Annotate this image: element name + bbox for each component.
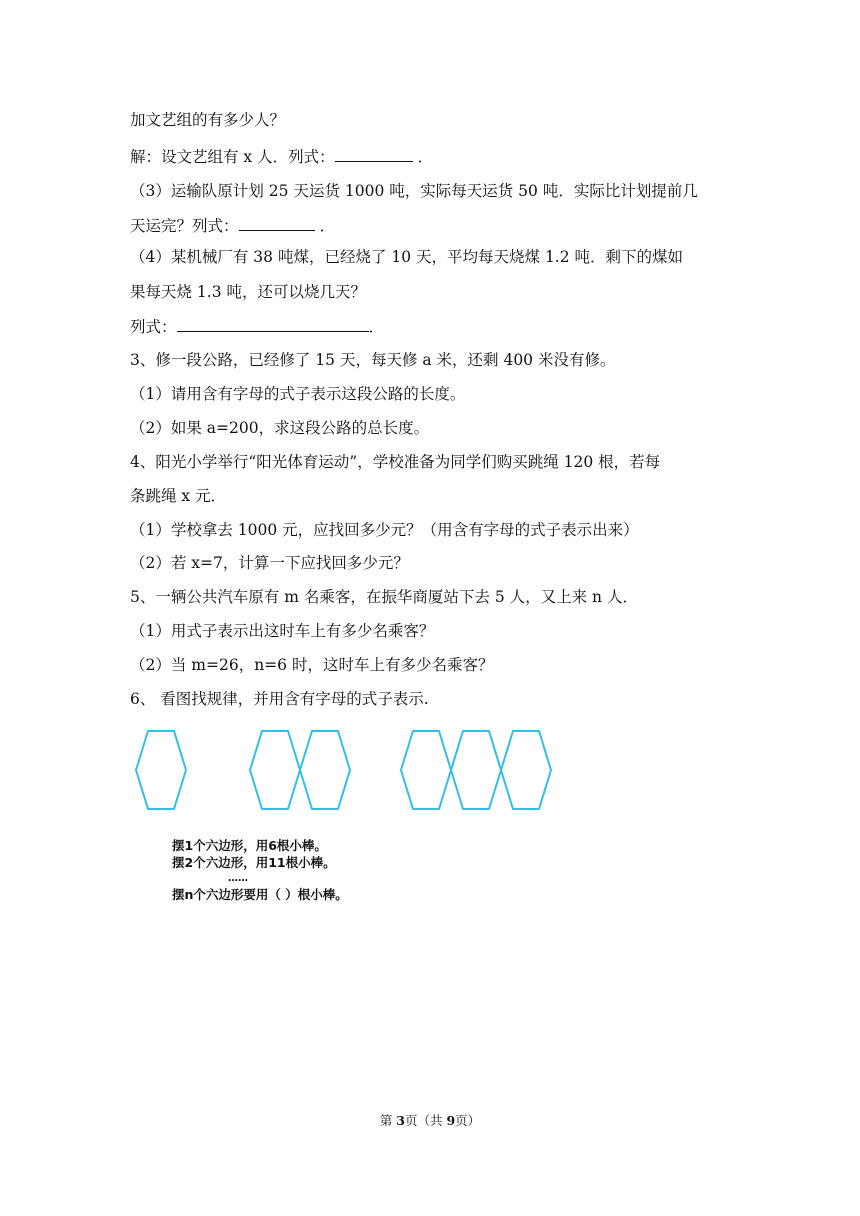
hexagon-shape [136, 731, 186, 809]
answer-blank[interactable] [239, 215, 315, 231]
page-number: 3 [396, 1113, 405, 1128]
text-line: （2）如果 a=200，求这段公路的总长度。 [130, 419, 430, 437]
page-footer: 第 3页（共 9页） [379, 1113, 481, 1128]
page-total: 9 [446, 1113, 456, 1128]
answer-blank[interactable] [177, 316, 369, 332]
text-line: （2）当 m=26，n=6 时，这时车上有多少名乘客？ [130, 656, 494, 674]
text-line: 6、 看图找规律，并用含有字母的式子表示. [130, 690, 429, 708]
figure-caption-2: 摆2个六边形，用11根小棒。 [172, 855, 336, 870]
figure-caption-3: 摆n个六边形要用（ ）根小棒。 [172, 887, 348, 902]
text-line: 解：设文艺组有 x 人．列式： ． [130, 148, 434, 166]
text-line: 天运完？列式： ． [130, 217, 335, 235]
answer-blank[interactable] [335, 146, 413, 162]
text-line: （3）运输队原计划 25 天运货 1000 吨，实际每天运货 50 吨．实际比计划提前几 [130, 182, 698, 200]
text-line: 果每天烧 1.3 吨，还可以烧几天？ [130, 283, 367, 301]
text-line: 4、阳光小学举行“阳光体育运动”，学校准备为同学们购买跳绳 120 根，若每 [130, 453, 661, 471]
text-line: 列式： ． [130, 318, 385, 336]
figure-ellipsis: …… [228, 873, 248, 884]
hexagon-shape [501, 731, 551, 809]
text-line: （1）用式子表示出这时车上有多少名乘客？ [130, 622, 435, 640]
text-line: （2）若 x=7，计算一下应找回多少元？ [130, 554, 409, 572]
text-line: 3、修一段公路，已经修了 15 天，每天修 a 米，还剩 400 米没有修。 [130, 351, 616, 369]
text-line: 5、一辆公共汽车原有 m 名乘客，在振华商厦站下去 5 人，又上来 n 人． [130, 588, 638, 606]
text-line: （1）请用含有字母的式子表示这段公路的长度。 [130, 385, 466, 403]
hexagon-shape [401, 731, 451, 809]
text-line: （1）学校拿去 1000 元，应找回多少元？（用含有字母的式子表示出来） [130, 521, 639, 539]
text-line: 条跳绳 x 元． [130, 487, 227, 505]
solution-label: 解：设文艺组有 x 人．列式： [130, 148, 335, 166]
hexagon-shape [300, 731, 350, 809]
figure-caption-1: 摆1个六边形，用6根小棒。 [172, 838, 327, 853]
hexagon-shape [250, 731, 300, 809]
text-line: （4）某机械厂有 38 吨煤，已经烧了 10 天，平均每天烧煤 1.2 吨．剩下的煤如 [130, 248, 684, 266]
hexagon-pattern-figure [128, 722, 558, 822]
hexagon-shape [451, 731, 501, 809]
text-line: 加文艺组的有多少人？ [130, 111, 286, 129]
